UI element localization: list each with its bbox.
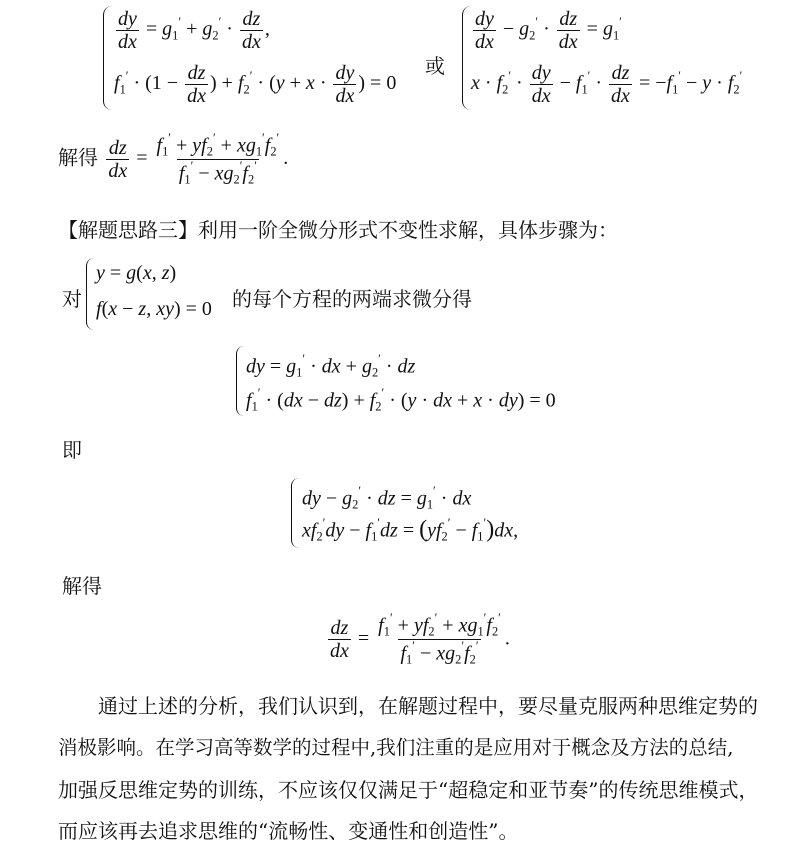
system-5-eq-1: dy − $g_2'$ · dz = $g_1'$ · dx xyxy=(302,484,472,512)
or-label: 或 xyxy=(425,54,445,78)
solve-label-1: 解得 xyxy=(58,145,98,170)
system-1-eq-2: $f_1' \cdot (1$ − $\frac{dz}{dx}$ ) + $f_2' \cdot (y + x$ · $\frac{dy}{dx}$ ) = 0 xyxy=(114,62,397,107)
brace-system-1 xyxy=(103,6,112,110)
system-2-eq-2: $x \cdot f_2'$ · $\frac{dy}{dx}$ − $f_1'$ · $\frac{dz}{dx}$ = $-f_1' - y \cdot f_2'$ xyxy=(471,62,743,107)
solve-label-2: 解得 xyxy=(62,574,102,598)
system-3-eq-2: f(x − z, xy) = 0 xyxy=(96,298,212,320)
paragraph-line-3: 加强反思维定势的训练，不应该仅仅满足于“超稳定和亚节奏”的传统思维模式， xyxy=(58,778,759,802)
system-4-eq-2: $f_1' \cdot (dx - dz) + f_2' \cdot (y$ · dx + x · dy) = 0 xyxy=(246,386,556,414)
system-1-eq-1: $\frac{dy}{dx}$ = $g_1' + g_2'$ · $\frac{dz}{dx}$ , xyxy=(118,8,270,53)
brace-system-5 xyxy=(291,478,299,548)
brace-system-2 xyxy=(462,6,471,110)
paragraph-line-2: 消极影响。在学习高等数学的过程中,我们注重的是应用对于概念及方法的总结, xyxy=(58,736,734,759)
brace-system-3 xyxy=(86,258,94,330)
result-1: 解得 $\frac{dz}{dx}$ = $\frac{f_1' + yf_2' + xg_1'f_2'}{f_1' - xg_2'f_2'}$ . xyxy=(58,131,289,187)
paragraph-line-1: 通过上述的分析，我们认识到，在解题过程中，要尽量克服两种思维定势的 xyxy=(98,694,758,718)
ji-label: 即 xyxy=(62,438,82,462)
result-2: $\frac{dz}{dx}$ = $\frac{f_1' + yf_2' + xg_1'f_2'}{f_1' - xg_2'f_2'}$ . xyxy=(330,611,510,667)
system-5-eq-2: $xf_2'dy - f_1'dz = (yf_2' - f_1')dx$, xyxy=(302,516,519,544)
method-3-title: 【解题思路三】利用一阶全微分形式不变性求解，具体步骤为： xyxy=(58,218,618,242)
system-2-eq-1: $\frac{dy}{dx}$ − $g_2'$ · $\frac{dz}{dx}$ = $g_1'$ xyxy=(475,8,622,53)
each-equation-text: 的每个方程的两端求微分得 xyxy=(232,287,472,311)
dui-label: 对 xyxy=(62,287,82,311)
paragraph-line-4: 而应该再去追求思维的“流畅性、变通性和创造性”。 xyxy=(58,819,519,843)
system-3-eq-1: y = g(x, z) xyxy=(96,262,177,284)
system-4-eq-1: dy = $g_1'$ · dx + $g_2'$ · dz xyxy=(246,352,416,380)
brace-system-4 xyxy=(236,346,244,416)
